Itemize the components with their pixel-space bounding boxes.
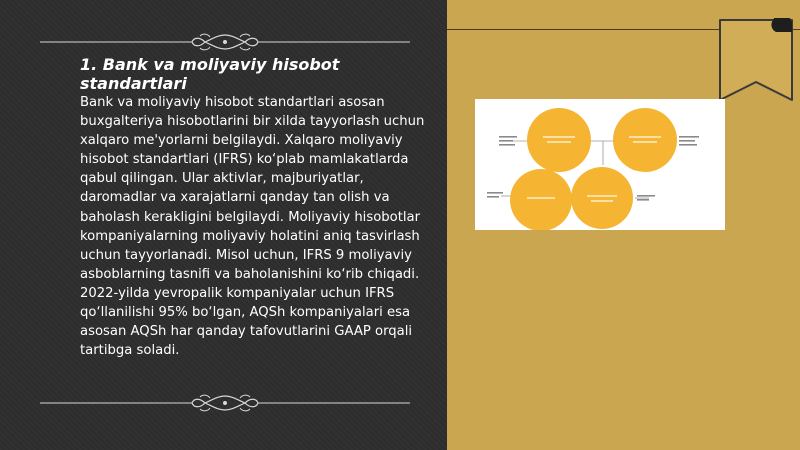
ornament-divider-bottom-icon <box>40 392 410 414</box>
diagram-circle-3 <box>510 169 572 230</box>
bookmark-ribbon-icon <box>716 18 796 102</box>
circle-diagram <box>475 99 725 230</box>
diagram-circle-4 <box>571 167 633 229</box>
diagram-image <box>475 99 725 230</box>
diagram-circle-1 <box>527 108 591 172</box>
diagram-circle-2 <box>613 108 677 172</box>
ornament-divider-top-icon <box>40 31 410 53</box>
slide-title: 1. Bank va moliyaviy hisobot standartlari <box>80 55 340 93</box>
slide-body-text: Bank va moliyaviy hisobot standartlari asosan buxgalteriya hisobotlarini bir xilda tayyorlash uchun xalqaro me'yorlarni belgilaydi. Xalqaro moliyaviy hisobot standartlari (IFRS) ko‘plab mamlakatlarda qabul qilingan. Ular aktivlar, majburiyatlar, daromadlar va xarajatlarni qanday tan olish va baholash kerakligini belgilaydi. Moliyaviy hisobotlar kompaniyalarning moliyaviy holatini aniq tasvirlash uchun tayyorlanadi. Misol uchun, IFRS 9 moliyaviy asboblarning tasnifi va baholanishini ko‘rib chiqadi. 2022-yilda yevropalik kompaniyalar uchun IFRS qo‘llanilishi 95% bo‘lgan, AQSh kompaniyalari esa asosan AQSh har qanday tafovutlarini GAAP orqali tartibga soladi. <box>80 95 425 359</box>
